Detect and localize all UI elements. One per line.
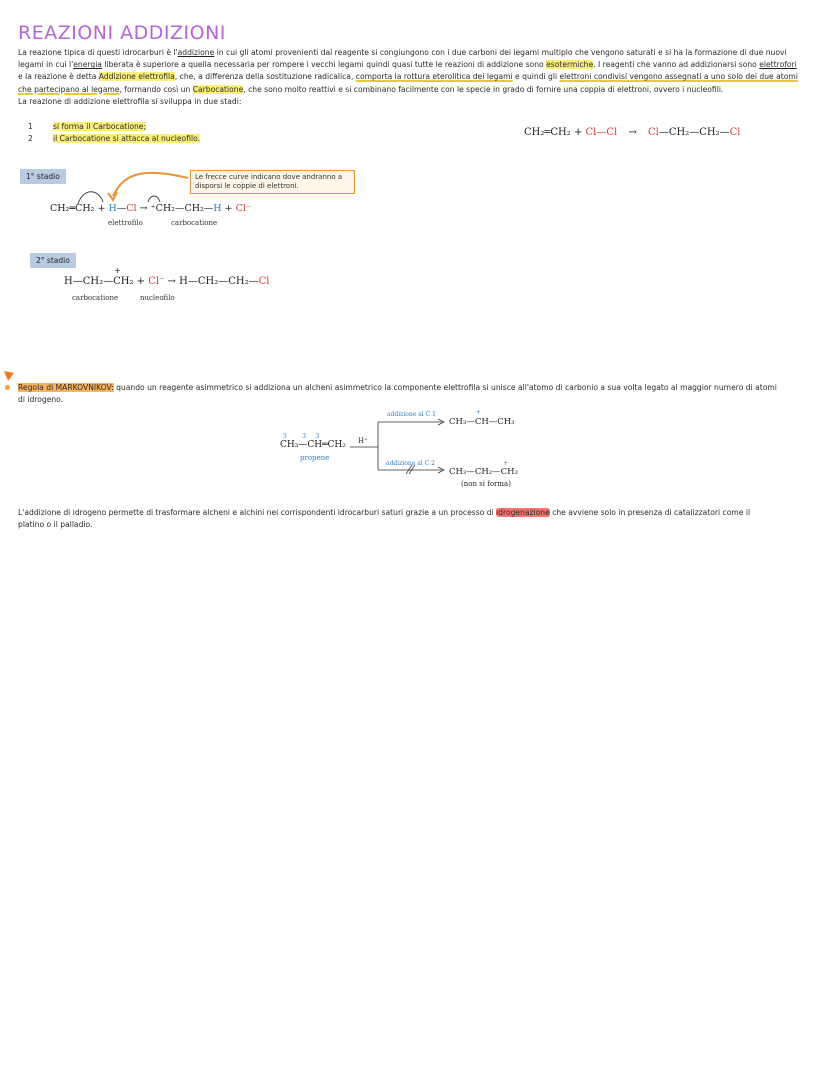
propene-name: propene [300, 454, 330, 462]
term-elettrofori: elettrofori [759, 60, 797, 70]
intro-text: , che sono molto reattivi e si combinano facilmente con le specie in grado di fornire una coppia di elettroni, ovvero i nucleofili. [243, 84, 724, 94]
markovnikov-paragraph: Regola di MARKOVNIKOV: quando un reagente asimmetrico si addiziona un alcheni asimmetrico la componente elettrofila si unisce all'atomo di carbonio a sua volta legato al maggior numero di atomi di idrogeno. [18, 383, 777, 405]
bullet-icon [5, 385, 10, 390]
branch-bottom-charge: + [503, 460, 509, 467]
branch-top-label: addizione al C 1 [387, 411, 436, 418]
branch-bottom-product: CH₃—CH₂—CH₂ [449, 467, 518, 477]
term-addizione: addizione [177, 48, 215, 57]
stage2-equation: H—CH₂—CH₂ + Cl⁻ → H—CH₂—CH₂—Cl [64, 276, 270, 287]
stage2-sub-nucleofilo: nucleofilo [140, 294, 175, 302]
branch-top-product: CH₃—CH—CH₃ [449, 417, 515, 427]
term-idrogenazione: idrogenazione [496, 508, 550, 517]
stage2-sub-carbocatione: carbocatione [72, 294, 119, 302]
term-esotermiche: esotermiche [546, 60, 594, 70]
equation-addition: CH₂═CH₂ + Cl—Cl → Cl—CH₂—CH₂—Cl [524, 127, 741, 138]
stage1-sub-elettrofilo: elettrofilo [108, 219, 143, 227]
term-elettroni-condivisi: elettroni condivisi vengono assegnati a uno solo dei due atomi che partecipano al legame [18, 72, 798, 94]
intro-text: . I reagenti che vanno ad addizionarsi sono [593, 60, 760, 70]
hydrogenation-paragraph: L'addizione di idrogeno permette di trasformare alcheni e alchini nei corrispondenti idrocarburi saturi grazie a un processo di idrogenazione che avviene solo in presenza di catalizzatori come il platino o il palladio. [18, 508, 751, 530]
term-energia: energia [73, 60, 102, 70]
intro-text: liberata è superiore a quella necessaria per rompere i vecchi legami quindi quasi tutte le reazioni di addizione sono [101, 60, 547, 70]
list-item: 2 il Carbocatione si attacca al nucleofilo. [28, 134, 201, 144]
intro-text: , che, a differenza della sostituzione radicalica, [174, 72, 356, 82]
branch-bottom-note: (non si forma) [461, 480, 511, 488]
h-plus-label: H⁺ [358, 437, 368, 445]
intro-text: e quindi gli [512, 72, 560, 82]
branch-top-charge: + [476, 409, 482, 416]
propene-carbon-numbers: 3 3 3 [283, 433, 320, 440]
branch-bottom-label: addizione al C 2 [386, 460, 435, 467]
stage2-charge: + [114, 266, 121, 275]
intro-paragraph [18, 47, 798, 108]
intro-text: e la reazione è detta [18, 72, 99, 82]
flag-marker-icon [3, 370, 15, 382]
term-markovnikov: Regola di MARKOVNIKOV: [18, 383, 114, 392]
list-item: 1 si forma il Carbocatione; [28, 122, 147, 131]
intro-stages-line: La reazione di addizione elettrofila si sviluppa in due stadi: [18, 96, 242, 106]
stage1-callout: Le frecce curve indicano dove andranno a disporsi le coppie di elettroni. [190, 170, 355, 194]
page-title: REAZIONI ADDIZIONI [18, 22, 226, 44]
stage1-equation: CH₂═CH₂ + H—Cl → ⁺CH₂—CH₂—H + Cl⁻ [50, 203, 251, 214]
intro-text: , formando così un [119, 84, 193, 94]
stage2-label: 2° stadio [30, 253, 76, 268]
intro-text: in cui gli atomi provenienti dal reagente si congiungono con i due carboni dei legami multiplo che vengono saturati e si ha la formazione di due nuovi legami in cui l' [18, 48, 787, 70]
term-addizione-elettrofila: Addizione elettrofila [98, 72, 175, 82]
stage1-label: 1° stadio [20, 169, 66, 184]
step-list [28, 121, 200, 145]
term-carbocatione: Carbocatione [192, 84, 244, 94]
curved-arrows-icon [68, 166, 198, 208]
term-rottura-eterolitica: comporta la rottura eterolitica dei legami [355, 72, 513, 82]
stage1-sub-carbocatione: carbocatione [171, 219, 218, 227]
intro-text: La reazione tipica di questi idrocarburi è l' [18, 48, 178, 57]
propene-formula: CH₃—CH═CH₂ [280, 440, 346, 450]
